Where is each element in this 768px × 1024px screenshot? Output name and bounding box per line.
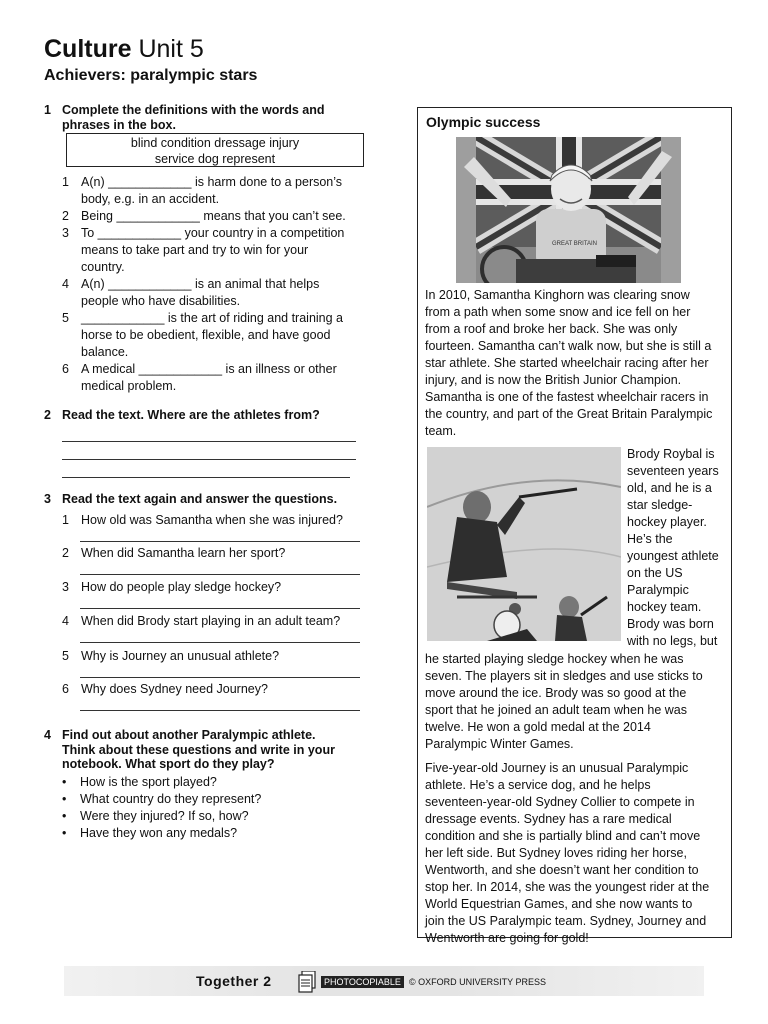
- exercise-4-instruction-line: notebook. What sport do they play?: [62, 757, 275, 771]
- definition-line: A(n) ____________ is an animal that helps: [81, 277, 320, 291]
- exercise-4-instruction-line: Find out about another Paralympic athlete.: [62, 728, 316, 742]
- paragraph-line: Paralympic: [627, 583, 689, 597]
- photocopiable-badge: PHOTOCOPIABLE: [321, 976, 404, 988]
- paragraph-line: he started playing sledge hockey when he was: [425, 652, 684, 666]
- answer-line[interactable]: [80, 541, 360, 542]
- definition-line: medical problem.: [81, 378, 177, 393]
- definition-line: To ____________ your country in a competition: [81, 226, 345, 240]
- paragraph-line: youngest athlete: [627, 549, 719, 563]
- page-title: [44, 34, 204, 64]
- definition-line: balance.: [81, 344, 129, 359]
- question-number: 1: [62, 513, 69, 527]
- copy-icon: [298, 971, 316, 998]
- journey-paragraph: [425, 760, 709, 947]
- page-subtitle: Achievers: paralympic stars: [44, 67, 258, 84]
- publisher: © OXFORD UNIVERSITY PRESS: [409, 977, 546, 987]
- panel-title: Olympic success: [426, 114, 541, 130]
- paragraph-line: the country, and part of the Great Britain Paralympic: [425, 407, 713, 421]
- definition-number: 4: [62, 277, 69, 291]
- paragraph-line: old, and he is a: [627, 481, 712, 495]
- brody-photo: [427, 447, 621, 641]
- brody-side-paragraph: [627, 446, 719, 650]
- paragraph-line: stop her. In 2014, she was the youngest rider at the: [425, 880, 710, 894]
- definition-text[interactable]: [81, 276, 319, 310]
- bullet-text: Have they won any medals?: [80, 826, 238, 840]
- bullet-icon: •: [62, 775, 67, 789]
- paragraph-line: join the US Paralympic team. Sydney, Journey and: [425, 914, 707, 928]
- paragraph-line: her left side. But Sydney loves riding her horse,: [425, 846, 687, 860]
- paragraph-line: twelve. He won a gold medal at the 2014: [425, 720, 651, 734]
- paragraph-line: from a roof and broke her back. She was only: [425, 322, 678, 336]
- definition-number: 5: [62, 311, 69, 325]
- brody-paragraph: [425, 651, 703, 753]
- paragraph-line: from a path when some snow and ice fell on her: [425, 305, 691, 319]
- paragraph-line: injury, and is now the British Junior Champion.: [425, 373, 682, 387]
- answer-line[interactable]: [62, 459, 356, 460]
- exercise-2-instruction: Read the text. Where are the athletes from?: [62, 408, 320, 422]
- word-box: [66, 133, 364, 167]
- answer-line[interactable]: [80, 608, 360, 609]
- answer-line[interactable]: [80, 710, 360, 711]
- paragraph-line: team.: [425, 424, 457, 438]
- paragraph-line: dressage events. Sydney has a rare medical: [425, 812, 672, 826]
- definition-text[interactable]: [81, 310, 343, 360]
- exercise-1-instruction: [62, 103, 325, 132]
- question-number: 5: [62, 649, 69, 663]
- question-number: 6: [62, 682, 69, 696]
- definition-line: Being ____________ means that you can’t see.: [81, 209, 346, 223]
- definition-line: horse to be obedient, flexible, and have good: [81, 327, 331, 342]
- exercise-4-instruction-line: Think about these questions and write in your: [62, 742, 335, 757]
- paragraph-line: seventeen-year-old Sydney Collier to compete in: [425, 795, 695, 809]
- question-number: 2: [62, 546, 69, 560]
- definition-number: 2: [62, 209, 69, 223]
- definition-line: body, e.g. in an accident.: [81, 191, 220, 206]
- definition-line: ____________ is the art of riding and training a: [81, 311, 343, 325]
- paragraph-line: Wentworth are going for gold!: [425, 931, 589, 945]
- footer-brand: Together 2: [196, 973, 272, 989]
- paragraph-line: star sledge-: [627, 498, 693, 512]
- bullet-text: What country do they represent?: [80, 792, 262, 806]
- word-box-line: blind condition dressage injury: [130, 136, 300, 150]
- question-number: 4: [62, 614, 69, 628]
- paragraph-line: on the US: [627, 566, 683, 580]
- bullet-icon: •: [62, 809, 67, 823]
- title-bold: Culture: [44, 35, 132, 63]
- paragraph-line: with no legs, but: [627, 634, 718, 648]
- paragraph-line: seventeen years: [627, 464, 719, 478]
- exercise-4-instruction: [62, 728, 335, 772]
- answer-line[interactable]: [80, 677, 360, 678]
- bullet-icon: •: [62, 792, 67, 806]
- shirt-text: GREAT BRITAIN: [552, 241, 598, 247]
- paragraph-line: Paralympic Winter Games.: [425, 737, 574, 751]
- answer-line[interactable]: [62, 477, 350, 478]
- paragraph-line: condition and she is partially blind and can’t move: [425, 829, 701, 843]
- paragraph-line: fourteen. Samantha can’t walk now, but she is still a: [425, 339, 712, 353]
- definition-number: 6: [62, 362, 69, 376]
- definition-number: 3: [62, 226, 69, 240]
- exercise-4-number: 4: [44, 728, 51, 742]
- question-text: Why is Journey an unusual athlete?: [81, 649, 280, 663]
- question-number: 3: [62, 580, 69, 594]
- exercise-1-number: 1: [44, 103, 51, 117]
- answer-line[interactable]: [80, 642, 360, 643]
- word-box-line: service dog represent: [154, 152, 276, 166]
- paragraph-line: Wentworth, and she doesn’t want her condition to: [425, 863, 699, 877]
- question-text: How old was Samantha when she was injured?: [81, 513, 343, 527]
- definition-number: 1: [62, 175, 69, 189]
- paragraph-line: In 2010, Samantha Kinghorn was clearing snow: [425, 288, 690, 302]
- exercise-3-number: 3: [44, 492, 51, 506]
- brody-photo-image: [427, 447, 621, 641]
- question-text: Why does Sydney need Journey?: [81, 682, 268, 696]
- exercise-2-number: 2: [44, 408, 51, 422]
- bullet-icon: •: [62, 826, 67, 840]
- samantha-photo: [456, 137, 681, 283]
- title-rest: Unit 5: [131, 35, 204, 63]
- bullet-text: Were they injured? If so, how?: [80, 809, 249, 823]
- definition-line: people who have disabilities.: [81, 293, 241, 308]
- definition-text[interactable]: [81, 361, 337, 395]
- question-text: How do people play sledge hockey?: [81, 580, 282, 594]
- bullet-text: How is the sport played?: [80, 775, 217, 789]
- paragraph-line: Brody Roybal is: [627, 447, 715, 461]
- definition-line: A(n) ____________ is harm done to a person’s: [81, 175, 343, 189]
- answer-line[interactable]: [80, 574, 360, 575]
- paragraph-line: athlete. He’s a service dog, and he helps: [425, 778, 651, 792]
- paragraph-line: star athlete. She started wheelchair racing after her: [425, 356, 709, 370]
- paragraph-line: Five-year-old Journey is an unusual Paralympic: [425, 761, 689, 775]
- definition-text[interactable]: [81, 225, 344, 275]
- exercise-3-instruction: Read the text again and answer the questions.: [62, 492, 338, 506]
- definition-line: country.: [81, 259, 125, 274]
- paragraph-line: Samantha is one of the fastest wheelchair racers in: [425, 390, 709, 404]
- answer-line[interactable]: [62, 441, 356, 442]
- exercise-1-instruction-line: phrases in the box.: [62, 117, 176, 132]
- paragraph-line: World Equestrian Games, and she now wants to: [425, 897, 693, 911]
- samantha-paragraph: [425, 287, 712, 440]
- paragraph-line: hockey player.: [627, 515, 707, 529]
- paragraph-line: hockey team.: [627, 600, 702, 614]
- question-text: When did Samantha learn her sport?: [81, 546, 286, 560]
- paragraph-line: sport that he joined an adult team when he was: [425, 703, 687, 717]
- definition-text[interactable]: [81, 208, 346, 225]
- definition-line: A medical ____________ is an illness or other: [81, 362, 337, 376]
- paragraph-line: seven. The players sit in sledges and use sticks to: [425, 669, 703, 683]
- exercise-1-instruction-line: Complete the definitions with the words and: [62, 103, 325, 117]
- definition-line: means to take part and try to win for your: [81, 242, 309, 257]
- paragraph-line: move around the ice. Brody was so good at the: [425, 686, 687, 700]
- definition-text[interactable]: [81, 174, 342, 208]
- paragraph-line: He’s the: [627, 532, 673, 546]
- paragraph-line: Brody was born: [627, 617, 714, 631]
- samantha-photo-image: [456, 137, 681, 283]
- question-text: When did Brody start playing in an adult team?: [81, 614, 341, 628]
